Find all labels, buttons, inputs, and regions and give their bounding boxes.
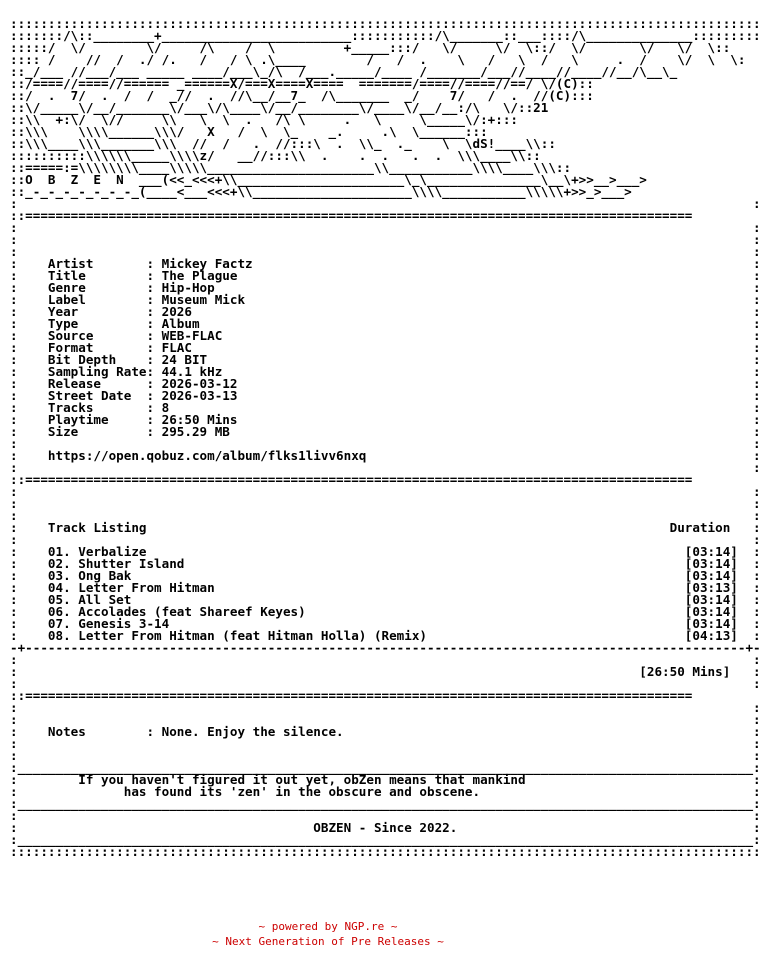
quote-top: :_________________________________________________________________________________________________: <box>10 760 761 775</box>
blank-line: : : <box>10 652 761 667</box>
tracklist-header: : Track Listing Duration : <box>10 520 761 535</box>
frame-line: ::======================================================================================== <box>10 688 693 703</box>
info-format: : Format : FLAC : <box>10 340 761 355</box>
blank-line: : : <box>10 712 761 727</box>
info-tracks: : Tracks : 8 : <box>10 400 761 415</box>
info-street-date: : Street Date : 2026-03-13 : <box>10 388 761 403</box>
track-row: : 04. Letter From Hitman [03:13] : <box>10 580 761 595</box>
tracks-rule: -+-----------------------------------------------------------------------------------------------+- <box>10 640 761 655</box>
frame-line: ::======================================================================================== <box>10 472 693 487</box>
blank-line: : : <box>10 508 761 523</box>
blank-line: : : <box>10 748 761 763</box>
footer-tagline: ~ Next Generation of Pre Releases ~ <box>212 935 444 948</box>
track-row: : 03. Ong Bak [03:14] : <box>10 568 761 583</box>
info-source: : Source : WEB-FLAC : <box>10 328 761 343</box>
banner-line: ::O B Z E N ___(<<_<<<+\\______________________\_\_______________\__\+>>__>___> <box>10 172 647 187</box>
banner-line: :::::::/\::________+_________________________:::::::::::/\_______::___::::/\______________::::::::: <box>10 28 761 43</box>
info-release: : Release : 2026-03-12 : <box>10 376 761 391</box>
notes-line: : Notes : None. Enjoy the silence. : <box>10 724 761 739</box>
track-row: : 08. Letter From Hitman (feat Hitman Holla) (Remix) [04:13] : <box>10 628 761 643</box>
banner-line: :::: / // / ./ /. / / \ .\____ / / . \ / \ / \ . / \/ \ \: <box>10 52 746 67</box>
info-title: : Title : The Plague : <box>10 268 761 283</box>
track-row: : 01. Verbalize [03:14] : <box>10 544 761 559</box>
blank-line: : : <box>10 496 761 511</box>
banner-line: ::::::::::\\\\\\_____\\\\z/ __//:::\\ . . . . . \\\____\\:: <box>10 148 541 163</box>
closing-line: ::::::::::::::::::::::::::::::::::::::::::::::::::::::::::::::::::::::::::::::::::::::::::::::::::: <box>10 844 761 859</box>
blank-line: : : <box>10 700 761 715</box>
info-year: : Year : 2026 : <box>10 304 761 319</box>
frame-line: ::======================================================================================== <box>10 208 693 223</box>
info-sampling-rate: : Sampling Rate: 44.1 kHz : <box>10 364 761 379</box>
info-genre: : Genre : Hip-Hop : <box>10 280 761 295</box>
since-line: : OBZEN - Since 2022. : <box>10 820 761 835</box>
info-artist: : Artist : Mickey Factz : <box>10 256 761 271</box>
quote-line-1: : If you haven't figured it out yet, obZen means that mankind : <box>10 772 761 787</box>
banner-line: ::::::::::::::::::::::::::::::::::::::::::::::::::::::::::::::::::::::::::::::::::::::::::::::::::: <box>10 16 761 31</box>
banner-line: ::\\ +:\/ \// \\ \ \ . /\ \ . \ \_____\/:+::: <box>10 112 518 127</box>
quote-bottom: :_________________________________________________________________________________________________: <box>10 796 761 811</box>
blank-line: : : <box>10 244 761 259</box>
banner-line: ::_-_-_-_-_-_-_-_(____<___<<<+\\_____________________\\\\___________\\\\\+>>_>___> <box>10 184 632 199</box>
banner-line: ::/ . 7/ . / / _// . //\__/__7_ /\_______ _/ 7/ / . //(C)::: <box>10 88 594 103</box>
blank-line: : : <box>10 484 761 499</box>
banner-line: ::\\\____\\\_______\\\ // / . //:::\ . \\_ ._ \ \dS!____\\:: <box>10 136 556 151</box>
banner-line: ::\\\ \\\\______\\\/ X / \ \_ _. .\ \______::: <box>10 124 488 139</box>
info-size: : Size : 295.29 MB : <box>10 424 761 439</box>
blank-line: : : <box>10 808 761 823</box>
banner-line: ::=====:=\\\\\\\\____\\\\\______________________\\___________\\\\____\\\:: <box>10 160 572 175</box>
release-url-line: : https://open.qobuz.com/album/flks1livv6nxq : <box>10 448 761 463</box>
blank-line: : : <box>10 196 761 211</box>
blank-line: : : <box>10 676 761 691</box>
blank-line: : : <box>10 532 761 547</box>
banner-line: :::::/ \/ \/ /\ / \ +_____:::/ \/ \/ \::/ \/ \/ \/ \:: <box>10 40 731 55</box>
quote-line-2: : has found its 'zen' in the obscure and obscene. : <box>10 784 761 799</box>
track-row: : 05. All Set [03:14] : <box>10 592 761 607</box>
info-label: : Label : Museum Mick : <box>10 292 761 307</box>
total-time: : [26:50 Mins] : <box>10 664 761 679</box>
blank-line: : : <box>10 436 761 451</box>
info-playtime: : Playtime : 26:50 Mins : <box>10 412 761 427</box>
info-type: : Type : Album : <box>10 316 761 331</box>
info-bit-depth: : Bit Depth : 24 BIT : <box>10 352 761 367</box>
banner-line: ::\/_____\/__/_______\/___\/\____\/__/________\/____\/__/__:/\ \/::21 <box>10 100 549 115</box>
footer-powered-by: ~ powered by NGP.re ~ <box>258 920 398 933</box>
banner-line: ::_/___ //___/___ _____ ____/___\_/\ /___._____/____ /_______/___//____//____//__/\__\_ <box>10 64 678 79</box>
track-row: : 02. Shutter Island [03:14] : <box>10 556 761 571</box>
blank-line: : : <box>10 460 761 475</box>
banner-line: ::/====//====//====== _======X/===X====X==== =======/====//====//==/ \/(C):: <box>10 76 594 91</box>
track-row: : 06. Accolades (feat Shareef Keyes) [03:14] : <box>10 604 761 619</box>
nfo-document <box>10 18 761 858</box>
blank-line: : : <box>10 220 761 235</box>
blank-line: : : <box>10 736 761 751</box>
closing-rule: :_________________________________________________________________________________________________: <box>10 832 761 847</box>
track-row: : 07. Genesis 3-14 [03:14] : <box>10 616 761 631</box>
blank-line: : : <box>10 232 761 247</box>
